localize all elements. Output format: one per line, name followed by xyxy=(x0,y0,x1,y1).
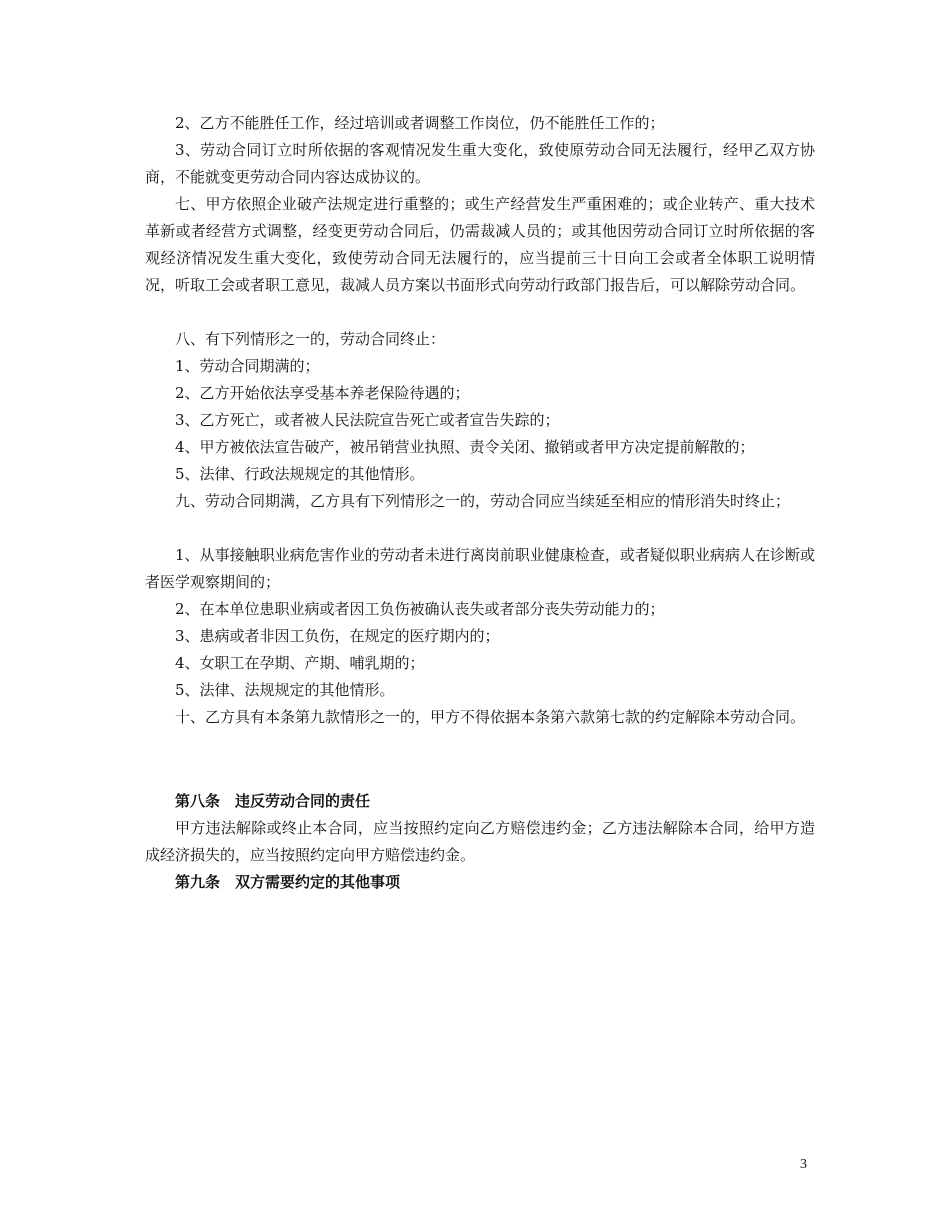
clause-9-item-5: 5、法律、法规规定的其他情形。 xyxy=(175,681,395,699)
page-number: 3 xyxy=(800,1157,807,1172)
clause-9-intro: 九、劳动合同期满，乙方具有下列情形之一的，劳动合同应当续延至相应的情形消失时终止； xyxy=(175,492,791,510)
clause-8-item-4: 4、甲方被依法宣告破产，被吊销营业执照、责令关闭、撤销或者甲方决定提前解散的； xyxy=(175,438,755,456)
clause-6-item-2: 2、乙方不能胜任工作，经过培训或者调整工作岗位，仍不能胜任工作的； xyxy=(175,114,665,132)
clause-6-item-3: 3、劳动合同订立时所依据的客观情况发生重大变化，致使原劳动合同无法履行，经甲乙双方协商，不能就变更劳动合同内容达成协议的。 xyxy=(145,141,815,186)
clause-9-item-2: 2、在本单位患职业病或者因工负伤被确认丧失或者部分丧失劳动能力的； xyxy=(175,600,665,618)
clause-9-item-1: 1、从事接触职业病危害作业的劳动者未进行离岗前职业健康检查，或者疑似职业病病人在诊断或者医学观察期间的； xyxy=(145,546,815,591)
clause-9-item-4: 4、女职工在孕期、产期、哺乳期的； xyxy=(175,654,425,672)
clause-8-intro: 八、有下列情形之一的，劳动合同终止： xyxy=(175,330,446,348)
clause-8-item-5: 5、法律、行政法规规定的其他情形。 xyxy=(175,465,425,483)
clause-10: 十、乙方具有本条第九款情形之一的，甲方不得依据本条第六款第七款的约定解除本劳动合同。 xyxy=(175,708,806,726)
clause-8-item-3: 3、乙方死亡，或者被人民法院宣告死亡或者宣告失踪的； xyxy=(175,411,560,429)
clause-8-item-1: 1、劳动合同期满的； xyxy=(175,357,320,375)
clause-8-item-2: 2、乙方开始依法享受基本养老保险待遇的； xyxy=(175,384,470,402)
article-8-heading: 第八条 违反劳动合同的责任 xyxy=(175,792,371,810)
article-9-heading: 第九条 双方需要约定的其他事项 xyxy=(175,873,401,891)
article-8-body: 甲方违法解除或终止本合同，应当按照约定向乙方赔偿违约金；乙方违法解除本合同，给甲方造成经济损失的，应当按照约定向甲方赔偿违约金。 xyxy=(145,819,815,864)
clause-7: 七、甲方依照企业破产法规定进行重整的；或生产经营发生严重困难的；或企业转产、重大技术革新或者经营方式调整，经变更劳动合同后，仍需裁减人员的；或其他因劳动合同订立时所依据的客观经济情况发生重大变化，致使劳动合同无法履行的，应当提前三十日向工会或者全体职工说明情况，听取工会或者职工意见，裁减人员方案以书面形式向劳动行政部门报告后，可以解除劳动合同。 xyxy=(145,195,815,294)
clause-9-item-3: 3、患病或者非因工负伤，在规定的医疗期内的； xyxy=(175,627,500,645)
